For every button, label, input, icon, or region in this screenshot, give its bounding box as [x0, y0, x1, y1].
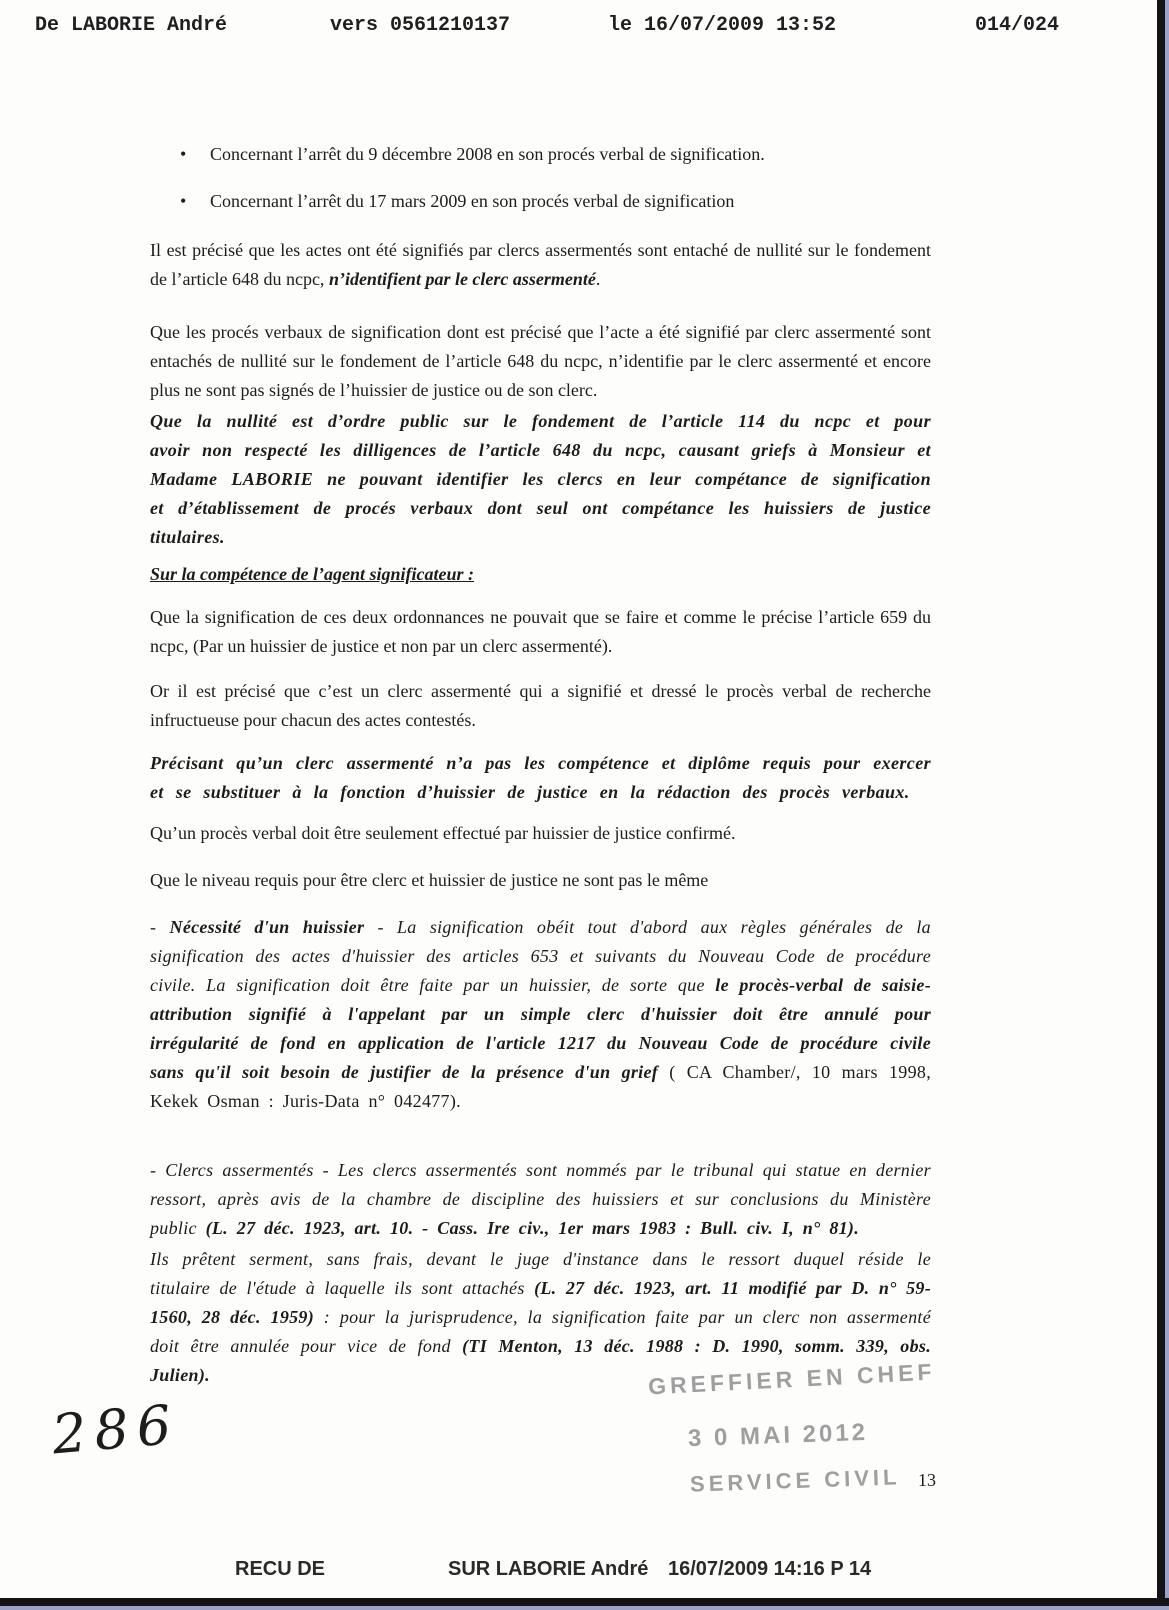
handwritten-folio-number: 286	[49, 1392, 182, 1467]
fax-page-counter: 014/024	[975, 14, 1060, 37]
paragraph: Il est précisé que les actes ont été signifiés par clercs assermentés sont entaché de nullité sur le fondement de l’article 648 du ncpc, n’identifient par le clerc assermenté.	[150, 240, 931, 289]
scan-edge-right-outer	[1165, 0, 1169, 1610]
paragraph-citation: - Nécessité d'un huissier - La signification obéit tout d'abord aux règles générales de la signification des actes d'huissier des articles 653 et suivants du Nouveau Code de procédure civile. La signification doit être faite par un huissier, de sorte que le procès-verbal de saisie-attribution signifié à l'appelant par un simple clerc d'huissier doit être annulé pour irrégularité de fond en application de l'article 1217 du Nouveau Code de procédure civile sans qu'il soit besoin de justifier de la présence d'un grief ( CA Chamber/, 10 mars 1998, Kekek Osman : Juris-Data n° 042477).	[150, 917, 931, 1111]
stamp-date: 3 0 MAI 2012	[687, 1418, 869, 1453]
stamp-title: GREFFIER EN CHEF	[647, 1358, 937, 1400]
fax-sender: De LABORIE André	[35, 14, 228, 37]
scan-edge-bottom	[0, 1598, 1169, 1606]
bullet-icon: •	[180, 191, 187, 211]
bullet-text: Concernant l’arrêt du 17 mars 2009 en son procés verbal de signification	[210, 191, 735, 211]
bullet-item	[150, 140, 931, 169]
paragraph-citation: Ils prêtent serment, sans frais, devant le juge d'instance dans le ressort duquel réside le titulaire de l'étude à laquelle ils sont attachés (L. 27 déc. 1923, art. 11 modifié par D. n° 59-1560, 28 déc. 1959) : pour la jurisprudence, la signification faite par un clerc non assermenté doit être annulée pour vice de fond (TI Menton, 13 déc. 1988 : D. 1990, somm. 339, obs. Julien).	[150, 1249, 932, 1385]
footer-sender-name: SUR LABORIE André	[448, 1558, 649, 1580]
footer-datetime: 16/07/2009 14:16 P 14	[668, 1558, 872, 1580]
fax-datetime: le 16/07/2009 13:52	[608, 14, 837, 37]
paragraph: Qu’un procès verbal doit être seulement effectué par huissier de justice confirmé.	[150, 823, 736, 843]
paragraph-emphasis: Précisant qu’un clerc assermenté n’a pas les compétence et diplôme requis pour exercer et se substituer à la fonction d’huissier de justice en la rédaction des procès verbaux.	[150, 753, 931, 802]
footer-received-label: RECU DE	[235, 1558, 326, 1580]
bullet-icon: •	[180, 144, 187, 164]
paragraph-citation: - Clercs assermentés - Les clercs assermentés sont nommés par le tribunal qui statue en dernier ressort, après avis de la chambre de discipline des huissiers et sur conclusions du Ministère public (L. 27 déc. 1923, art. 10. - Cass. Ire civ., 1er mars 1983 : Bull. civ. I, n° 81).	[150, 1160, 931, 1238]
paragraph: Que le niveau requis pour être clerc et huissier de justice ne sont pas le même	[150, 870, 709, 890]
document-body	[150, 140, 931, 1390]
page-number: 13	[918, 1470, 936, 1490]
bullet-text: Concernant l’arrêt du 9 décembre 2008 en son procés verbal de signification.	[210, 144, 765, 164]
scan-edge-bottom-outer	[0, 1606, 1169, 1610]
stamp-service: SERVICE CIVIL	[689, 1464, 901, 1497]
fax-recipient-number: vers 0561210137	[330, 14, 511, 37]
paragraph: Que les procés verbaux de signification dont est précisé que l’acte a été signifié par clerc assermenté sont entachés de nullité sur le fondement de l’article 648 du ncpc, n’identifie par le clerc assermenté et encore plus ne sont pas signés de l’huissier de justice ou de son clerc.	[150, 322, 931, 400]
paragraph: Que la signification de ces deux ordonnances ne pouvait que se faire et comme le précise l’article 659 du ncpc, (Par un huissier de justice et non par un clerc assermenté).	[150, 607, 931, 656]
section-heading: Sur la compétence de l’agent significateur :	[150, 564, 474, 584]
paragraph: Or il est précisé que c’est un clerc assermenté qui a signifié et dressé le procès verbal de recherche infructueuse pour chacun des actes contestés.	[150, 681, 931, 730]
paragraph-emphasis: Que la nullité est d’ordre public sur le fondement de l’article 114 du ncpc et pour avoir non respecté les dilligences de l’article 648 du ncpc, causant griefs à Monsieur et Madame LABORIE ne pouvant identifier les clercs en leur compétance de signification et d’établissement de procés verbaux dont seul ont compétance les huissiers de justice titulaires.	[150, 411, 931, 547]
scan-edge-right	[1157, 0, 1165, 1610]
bullet-item	[150, 187, 931, 216]
